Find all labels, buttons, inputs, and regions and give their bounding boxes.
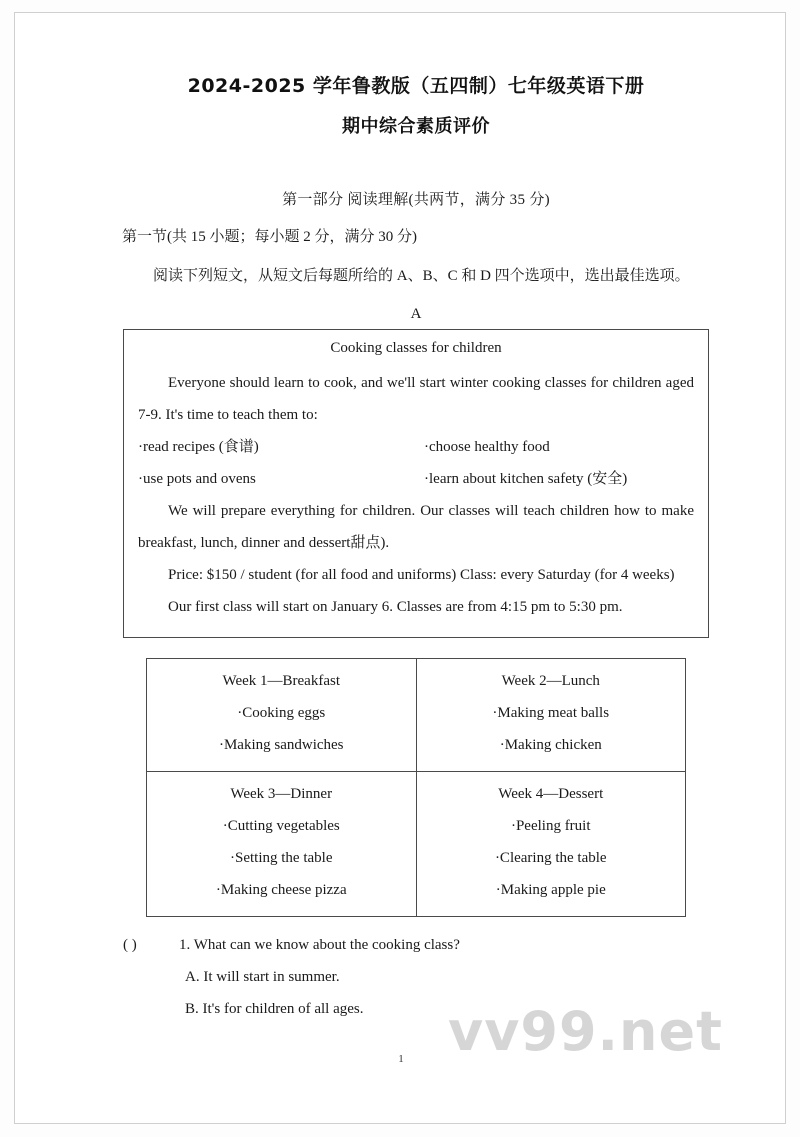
watermark: vv99.net	[448, 1000, 723, 1063]
passage-box	[123, 329, 709, 638]
passage-title: Cooking classes for children	[330, 340, 502, 356]
document-title-line-2: 期中综合素质评价	[342, 116, 490, 137]
week-item: ·Clearing the table	[494, 850, 607, 866]
week-item: ·Cutting vegetables	[222, 818, 340, 834]
subsection-heading: 第一节(共 15 小题；每小题 2 分，满分 30 分)	[122, 229, 417, 245]
passage-paragraph-2	[138, 495, 694, 559]
table-cell-week-1	[147, 659, 417, 772]
bullet-item: ·learn about kitchen safety (安全)	[424, 471, 628, 487]
passage-paragraph-4	[138, 591, 694, 623]
week-schedule-table	[146, 658, 686, 917]
week-heading: Week 1—Breakfast	[222, 673, 340, 689]
table-cell-week-2	[416, 659, 686, 772]
week-item: ·Making meat balls	[492, 705, 610, 721]
week-item: ·Making cheese pizza	[215, 882, 347, 898]
question-line	[123, 929, 709, 961]
passage-paragraph-1	[138, 367, 694, 431]
table-row	[147, 659, 686, 772]
passage-paragraph-3	[138, 559, 694, 591]
week-item: ·Setting the table	[230, 850, 333, 866]
section-heading: 第一部分 阅读理解(共两节，满分 35 分)	[282, 192, 550, 208]
week-item: ·Making chicken	[499, 737, 602, 753]
instruction-text: 阅读下列短文，从短文后每题所给的 A、B、C 和 D 四个选项中，选出最佳选项。	[153, 268, 690, 284]
question-option[interactable]: B. It's for children of all ages.	[185, 1001, 364, 1017]
table-row	[147, 772, 686, 917]
week-schedule-table-wrapper	[123, 658, 709, 917]
passage-paragraph-3-text: Price: $150 / student (for all food and uniforms) Class: every Saturday (for 4 weeks)	[168, 567, 675, 583]
week-heading: Week 2—Lunch	[501, 673, 600, 689]
passage-bullet-list	[138, 431, 694, 495]
passage-paragraph-1-text: Everyone should learn to cook, and we'll start winter cooking classes for children aged 7-9. It's time to teach them to:	[138, 375, 694, 423]
passage-paragraph-4-text: Our first class will start on January 6. Classes are from 4:15 pm to 5:30 pm.	[168, 599, 623, 615]
passage-letter-label: A	[410, 306, 422, 322]
week-item: ·Making apple pie	[495, 882, 606, 898]
passage-paragraph-2-text: We will prepare everything for children. Our classes will teach children how to make breakfast, lunch, dinner and dessert甜点).	[138, 503, 694, 551]
page-number: 1	[398, 1053, 404, 1065]
week-item: ·Making sandwiches	[218, 737, 344, 753]
answer-blank[interactable]: ( )	[123, 937, 137, 953]
table-cell-week-3	[147, 772, 417, 917]
week-item: ·Cooking eggs	[237, 705, 326, 721]
bullet-item: ·choose healthy food	[424, 439, 550, 455]
bullet-item: ·read recipes (食谱)	[138, 439, 259, 455]
table-cell-week-4	[416, 772, 686, 917]
week-item: ·Peeling fruit	[510, 818, 591, 834]
week-heading: Week 3—Dinner	[230, 786, 333, 802]
question-text: 1. What can we know about the cooking class?	[179, 937, 460, 953]
instruction-paragraph	[123, 260, 709, 292]
document-content	[123, 71, 709, 1025]
document-sheet	[14, 12, 786, 1124]
bullet-item: ·use pots and ovens	[138, 471, 256, 487]
question-option[interactable]: A. It will start in summer.	[185, 969, 340, 985]
document-title-line-1: 2024-2025 学年鲁教版（五四制）七年级英语下册	[187, 75, 645, 97]
week-heading: Week 4—Dessert	[498, 786, 604, 802]
